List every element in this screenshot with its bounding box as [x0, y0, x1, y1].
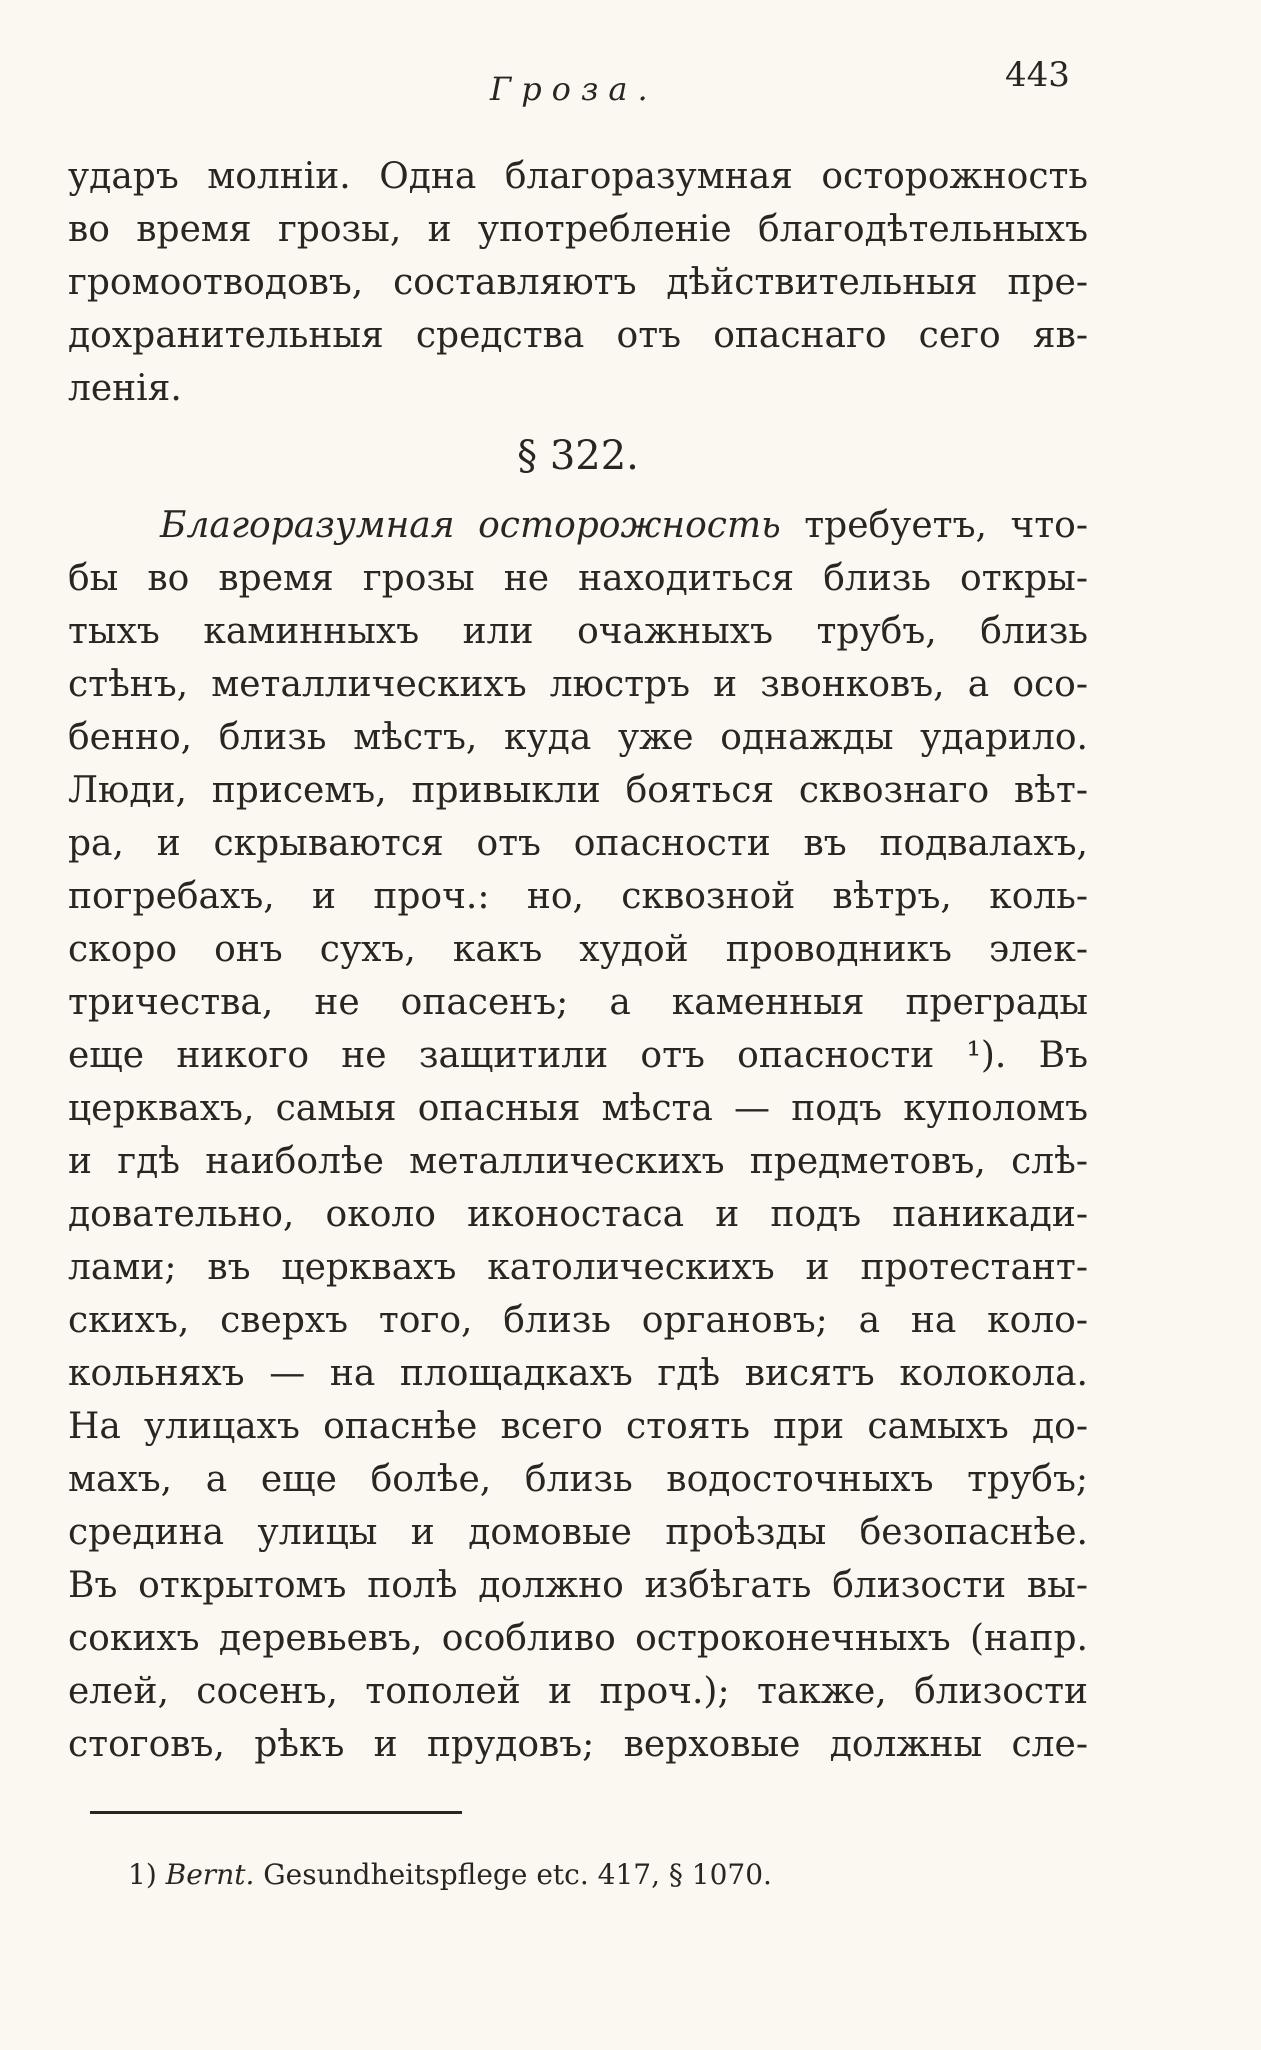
body-text: [68, 150, 1088, 1771]
text-line: погребахъ, и проч.: но, сквозной вѣтръ, коль-: [68, 876, 1088, 917]
section-heading: § 322.: [517, 433, 639, 479]
text-line: средина улицы и домовые проѣзды безопаснѣе.: [68, 1512, 1088, 1553]
text-line: довательно, около иконостаса и подъ паникади-: [68, 1194, 1088, 1235]
text-line: скоро онъ сухъ, какъ худой проводникъ элек-: [68, 929, 1088, 970]
text-line: ленiя.: [68, 368, 182, 409]
text-line: елей, сосенъ, тополей и проч.); также, близости: [68, 1671, 1088, 1712]
text-line: Въ открытомъ полѣ должно избѣгать близости вы-: [68, 1565, 1088, 1606]
text-line: сокихъ деревьевъ, особливо остроконечныхъ (напр.: [68, 1618, 1088, 1659]
text-line: [68, 499, 1088, 552]
text-line: дохранительныя средства отъ опаснаго сего яв-: [68, 315, 1088, 356]
text-line: Люди, присемъ, привыкли бояться сквознаго вѣт-: [68, 770, 1088, 811]
text-line: ра, и скрываются отъ опасности въ подвалахъ,: [68, 823, 1088, 864]
text-line: во время грозы, и употребленiе благодѣтельныхъ: [68, 209, 1088, 250]
footnote: [128, 1858, 772, 1891]
text-line: стоговъ, рѣкъ и прудовъ; верховые должны сле-: [68, 1724, 1088, 1765]
text-line: стѣнъ, металлическихъ люстръ и звонковъ, а осо-: [68, 664, 1088, 705]
emphasis-text: Благоразумная осторожность: [160, 505, 781, 546]
text-line: церквахъ, самыя опасныя мѣста — подъ куполомъ: [68, 1088, 1088, 1129]
text-line: бенно, близь мѣстъ, куда уже однажды ударило.: [68, 717, 1088, 758]
footnote-divider: [90, 1811, 462, 1814]
text-line: бы во время грозы не находиться близь откры-: [68, 558, 1088, 599]
text-line: скихъ, сверхъ того, близь органовъ; а на коло-: [68, 1300, 1088, 1341]
text-line: тричества, не опасенъ; а каменныя преграды: [68, 982, 1088, 1023]
text-line: лами; въ церквахъ католическихъ и протестант-: [68, 1247, 1088, 1288]
running-title: Гроза.: [490, 70, 658, 108]
text-line: ударъ молнiи. Одна благоразумная осторожность: [68, 156, 1088, 197]
text-line: еще никого не защитили отъ опасности ¹). Въ: [68, 1035, 1088, 1076]
text-line: На улицахъ опаснѣе всего стоять при самыхъ до-: [68, 1406, 1088, 1447]
text-line: громоотводовъ, составляютъ дѣйствительныя пре-: [68, 262, 1088, 303]
text-fragment: требуетъ, что-: [804, 505, 1089, 546]
footnote-author: Bernt.: [165, 1858, 255, 1891]
footnote-marker: 1): [128, 1858, 157, 1891]
text-line: и гдѣ наиболѣе металлическихъ предметовъ, слѣ-: [68, 1141, 1088, 1182]
footnote-text: Gesundheitspflege etc. 417, § 1070.: [263, 1858, 772, 1891]
text-line: махъ, а еще болѣе, близь водосточныхъ трубъ;: [68, 1459, 1088, 1500]
page-number: 443: [1005, 55, 1070, 95]
text-line: кольняхъ — на площадкахъ гдѣ висятъ колокола.: [68, 1353, 1088, 1394]
text-line: тыхъ каминныхъ или очажныхъ трубъ, близь: [68, 611, 1088, 652]
